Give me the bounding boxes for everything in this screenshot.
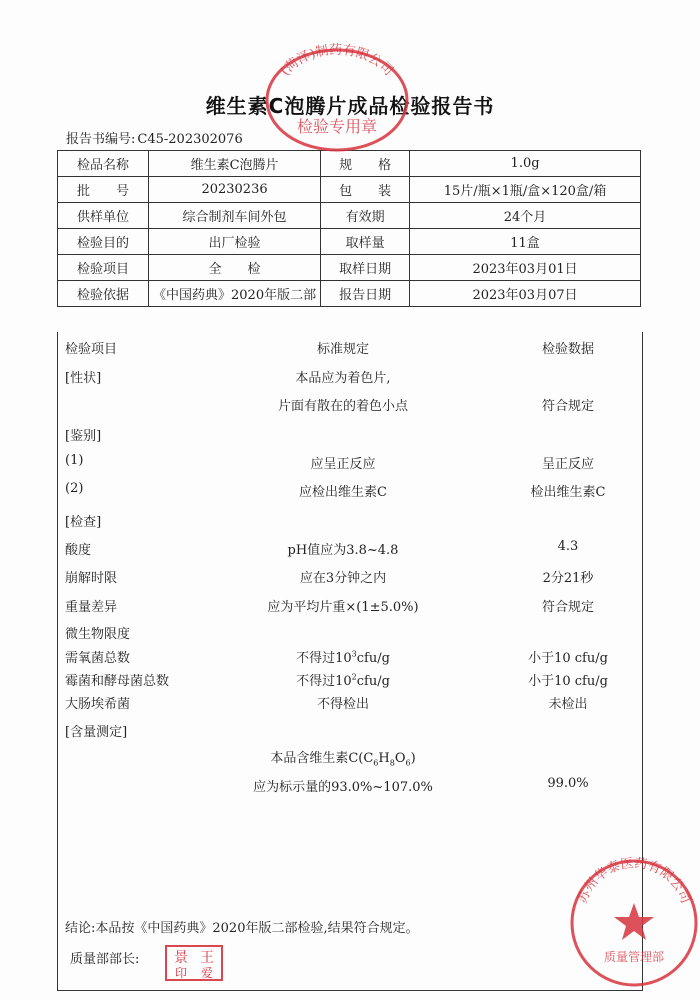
- info-value: 出厂检验: [149, 229, 321, 255]
- info-value: 11盒: [410, 229, 641, 255]
- result-data: 2分21秒: [542, 571, 594, 586]
- stamp-top-arc-text: (菏泽)制药有限公司: [277, 42, 396, 79]
- section-assay: [58, 721, 642, 739]
- seal-char: 印: [174, 966, 188, 980]
- name-seal: [165, 945, 223, 981]
- table-row: [58, 151, 641, 177]
- seal-char: 王: [200, 950, 214, 966]
- report-number-label: 报告书编号:: [66, 132, 136, 147]
- result-standard: 应检出维生素C: [299, 485, 387, 500]
- assay-sub: 8: [389, 758, 395, 768]
- info-label: 供样单位: [58, 203, 149, 229]
- result-data: 小于10 cfu/g: [528, 674, 608, 689]
- result-item: 酸度: [65, 543, 92, 558]
- page-title: 维生素C泡腾片成品检验报告书: [205, 94, 495, 118]
- info-label: 取样量: [321, 229, 410, 255]
- result-data: 符合规定: [541, 600, 594, 615]
- result-row: [58, 693, 642, 711]
- company-stamp: [568, 857, 700, 989]
- standard-exponent: 3: [351, 649, 357, 659]
- info-label: 报告日期: [321, 281, 410, 307]
- info-value: 《中国药典》2020年版二部: [149, 281, 321, 307]
- assay-sub: 6: [373, 758, 379, 768]
- assay-text: O: [394, 751, 406, 766]
- result-item: 大肠埃希菌: [65, 697, 131, 712]
- result-standard: [218, 747, 468, 768]
- info-label: 规 格: [321, 151, 410, 177]
- standard-unit: cfu/g: [356, 651, 390, 666]
- result-data: 小于10 cfu/g: [528, 651, 608, 666]
- info-label: 检品名称: [58, 151, 149, 177]
- info-value: 维生素C泡腾片: [149, 151, 321, 177]
- result-standard: 片面有散在的着色小点: [277, 399, 408, 414]
- result-standard: 应在3分钟之内: [299, 571, 387, 586]
- result-standard: 本品应为着色片,: [295, 371, 391, 386]
- signoff-label: 质量部部长:: [70, 952, 140, 967]
- table-row: [58, 203, 641, 229]
- result-item: (1): [65, 453, 84, 468]
- stamp-bottom-center-text: 质量管理部: [603, 950, 665, 964]
- section-appearance: [58, 367, 642, 385]
- standard-prefix: 不得过10: [296, 651, 352, 666]
- info-value: 15片/瓶×1瓶/盒×120盒/箱: [410, 177, 641, 203]
- table-row: [58, 177, 641, 203]
- result-data: 呈正反应: [541, 457, 594, 472]
- table-row: [58, 255, 641, 281]
- assay-sub: 6: [405, 758, 411, 768]
- info-value: 2023年03月07日: [410, 281, 641, 307]
- assay-text: H: [378, 751, 390, 766]
- info-value: 2023年03月01日: [410, 255, 641, 281]
- result-row: [58, 670, 642, 688]
- table-row: [58, 229, 641, 255]
- section-identification: [58, 425, 642, 443]
- section-label: [性状]: [65, 371, 102, 386]
- info-value: 20230236: [149, 177, 321, 203]
- section-label: [鉴别]: [65, 429, 102, 444]
- section-tests: [58, 511, 642, 529]
- info-value: 综合制剂车间外包: [149, 203, 321, 229]
- star-icon: [614, 903, 654, 940]
- result-data: 未检出: [548, 697, 588, 712]
- result-row: [58, 647, 642, 665]
- result-row: [58, 596, 642, 614]
- result-item: 需氧菌总数: [65, 651, 131, 666]
- result-row: [58, 481, 642, 499]
- info-label: 批 号: [58, 177, 149, 203]
- result-standard: [218, 670, 468, 689]
- info-label: 包 装: [321, 177, 410, 203]
- standard-exponent: 2: [351, 672, 357, 682]
- result-data: 4.3: [557, 539, 579, 554]
- result-standard: pH值应为3.8~4.8: [287, 543, 399, 558]
- info-label: 有效期: [321, 203, 410, 229]
- svg-text:苏州华泰医药有限公司: [574, 857, 693, 906]
- svg-text:(菏泽)制药有限公司: [278, 42, 396, 79]
- info-label: 检验项目: [58, 255, 149, 281]
- result-row: [58, 567, 642, 585]
- result-item: 崩解时限: [65, 571, 118, 586]
- result-standard: [218, 647, 468, 666]
- result-item: (2): [65, 481, 84, 496]
- result-standard: 应呈正反应: [310, 457, 376, 472]
- report-number-value: C45-202302076: [137, 132, 243, 147]
- result-standard: 应为标示量的93.0%~107.0%: [253, 780, 433, 795]
- result-row: [58, 395, 642, 413]
- table-row: [58, 281, 641, 307]
- results-header: [58, 338, 642, 356]
- result-standard: 不得检出: [316, 697, 369, 712]
- results-section: [57, 332, 643, 991]
- result-item: 微生物限度: [65, 627, 131, 642]
- info-table: [57, 150, 641, 307]
- header-data: 检验数据: [541, 342, 594, 357]
- standard-unit: cfu/g: [356, 674, 390, 689]
- seal-char: 景: [174, 950, 188, 966]
- info-value: 1.0g: [410, 151, 641, 177]
- report-number: [66, 128, 245, 147]
- inspection-stamp: [262, 42, 412, 152]
- result-row: [58, 453, 642, 471]
- info-value: 全 检: [149, 255, 321, 281]
- standard-prefix: 不得过10: [296, 674, 352, 689]
- result-row: [58, 747, 642, 768]
- header-standard: 标准规定: [316, 342, 369, 357]
- info-label: 检验依据: [58, 281, 149, 307]
- result-data: 99.0%: [547, 776, 589, 791]
- info-label: 检验目的: [58, 229, 149, 255]
- info-value: 24个月: [410, 203, 641, 229]
- section-label: [含量测定]: [65, 725, 128, 740]
- result-row: [58, 539, 642, 557]
- stamp-top-center-text: 检验专用章: [296, 117, 378, 136]
- info-label: 取样日期: [321, 255, 410, 281]
- conclusion-text: 结论:本品按《中国药典》2020年版二部检验,结果符合规定。: [65, 921, 419, 936]
- result-row: [58, 623, 642, 641]
- assay-text: 本品含维生素C(C: [270, 751, 374, 766]
- stamp-bottom-arc-text: 苏州华泰医药有限公司: [575, 857, 693, 906]
- result-row: [58, 776, 642, 794]
- result-item: 重量差异: [65, 600, 118, 615]
- header-item: 检验项目: [65, 342, 118, 357]
- result-standard: 应为平均片重×(1±5.0%): [267, 600, 419, 615]
- seal-char: 爱: [200, 966, 214, 980]
- result-data: 符合规定: [541, 399, 594, 414]
- result-item: 霉菌和酵母菌总数: [65, 674, 170, 689]
- assay-text: ): [410, 751, 416, 766]
- result-data: 检出维生素C: [530, 485, 606, 500]
- section-label: [检查]: [65, 515, 102, 530]
